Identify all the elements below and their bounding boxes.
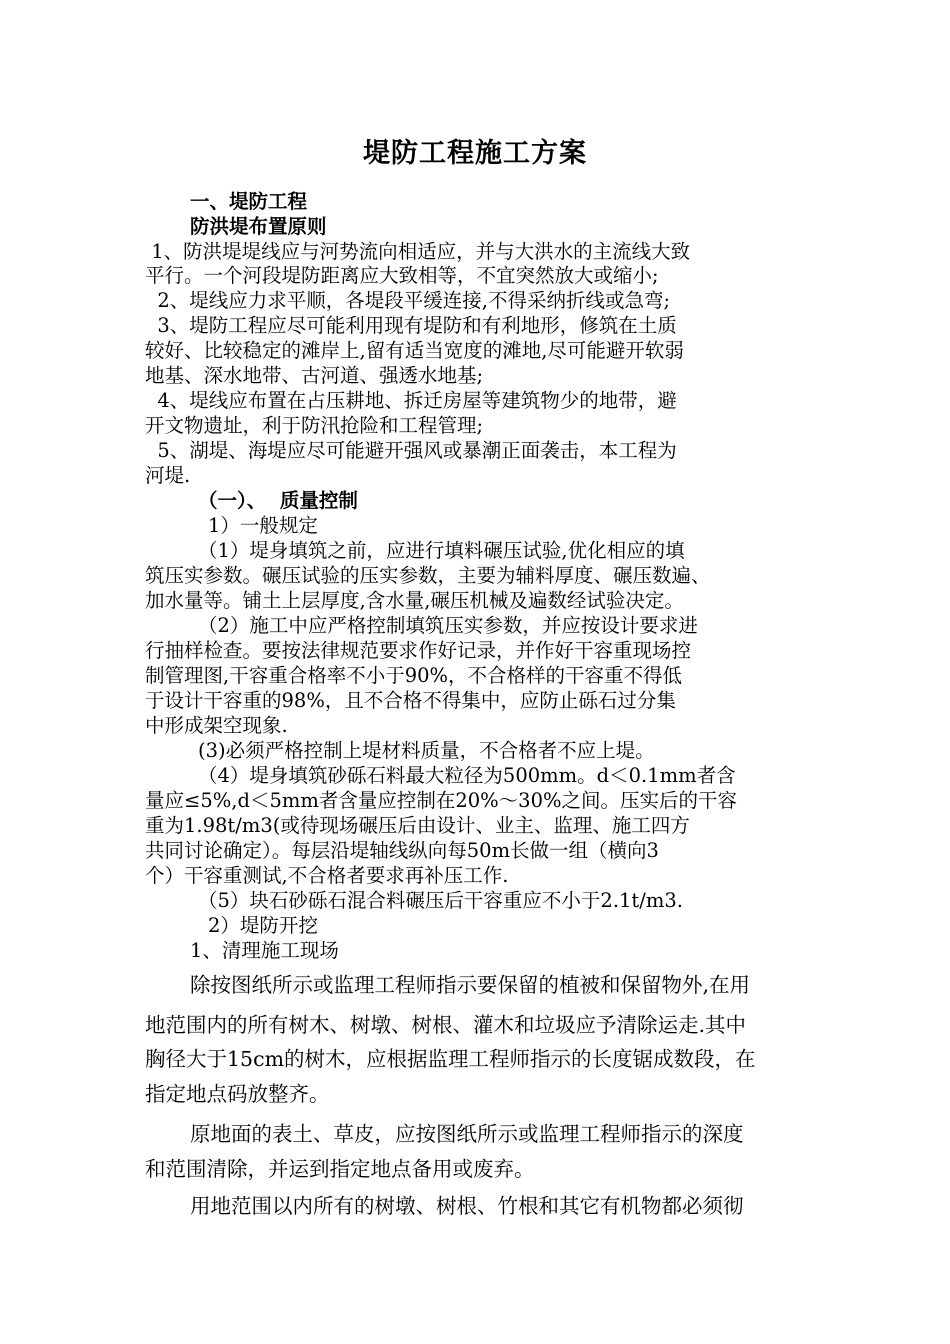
cleanup-line: 胸径大于15cm的树木，应根据监理工程师指示的长度锯成数段，在 — [145, 1047, 756, 1071]
principle-line: 1、防洪堤堤线应与河势流向相适应，并与大洪水的主流线大致 — [145, 240, 691, 263]
principle-line: 河堤. — [145, 464, 191, 487]
quality-line: (3)必须严格控制上堤材料质量，不合格者不应上堤。 — [198, 739, 655, 762]
principle-line: 2、堤线应力求平顺，各堤段平缓连接,不得采纳折线或急弯; — [145, 289, 671, 312]
quality-line: 制管理图,干容重合格率不小于90%，不合格样的干容重不得低 — [145, 664, 683, 687]
quality-line: 筑压实参数。碾压试验的压实参数，主要为辅料厚度、碾压数遍、 — [145, 564, 711, 587]
principle-line: 5、湖堤、海堤应尽可能避开强风或暴潮正面袭击，本工程为 — [145, 439, 677, 462]
document-title: 堤防工程施工方案 — [363, 138, 587, 169]
principle-line: 4、堤线应布置在占压耕地、拆迁房屋等建筑物少的地带，避 — [145, 389, 677, 412]
quality-line: 中形成架空现象. — [145, 714, 288, 737]
excavation-heading: 2）堤防开挖 — [208, 914, 318, 937]
quality-line: 行抽样检查。要按法律规范要求作好记录，并作好干容重现场控 — [145, 639, 692, 662]
section-heading-levee: 一、堤防工程 — [190, 190, 308, 213]
subheading-layout-principles: 防洪堤布置原则 — [190, 215, 327, 238]
quality-line: （4）堤身填筑砂砾石料最大粒径为500mm。d＜0.1mm者含 — [198, 764, 736, 787]
cleanup-line: 原地面的表土、草皮，应按图纸所示或监理工程师指示的深度 — [190, 1122, 744, 1146]
section-heading-quality: （一）、 质量控制 — [198, 489, 358, 512]
principle-line: 地基、深水地带、古河道、强透水地基; — [145, 364, 484, 387]
cleanup-line: 除按图纸所示或监理工程师指示要保留的植被和保留物外,在用 — [190, 973, 751, 997]
principle-line: 开文物遗址，利于防汛抢险和工程管理; — [145, 414, 484, 437]
general-provisions-heading: 1）一般规定 — [208, 514, 318, 537]
principle-line: 较好、比较稳定的滩岸上,留有适当宽度的滩地,尽可能避开软弱 — [145, 339, 684, 362]
quality-line: （2）施工中应严格控制填筑压实参数，并应按设计要求进 — [198, 614, 698, 637]
quality-line: 加水量等。铺土上层厚度,含水量,碾压机械及遍数经试验决定。 — [145, 589, 684, 612]
quality-line: 重为1.98t/m3(或待现场碾压后由设计、业主、监理、施工四方 — [145, 814, 690, 837]
quality-line: 共同讨论确定）。每层沿堤轴线纵向每50m长做一组（横向3 — [145, 839, 659, 862]
quality-line: （1）堤身填筑之前，应进行填料碾压试验,优化相应的填 — [198, 539, 685, 562]
cleanup-line: 地范围内的所有树木、树墩、树根、灌木和垃圾应予清除运走.其中 — [145, 1013, 747, 1037]
cleanup-line: 和范围清除，并运到指定地点备用或废弃。 — [145, 1157, 535, 1181]
quality-line: 个）干容重测试,不合格者要求再补压工作. — [145, 864, 509, 887]
principle-line: 平行。一个河段堤防距离应大致相等，不宜突然放大或缩小; — [145, 264, 659, 287]
quality-line: 于设计干容重的98%，且不合格不得集中，应防止砾石过分集 — [145, 689, 676, 712]
principle-line: 3、堤防工程应尽可能利用现有堤防和有利地形，修筑在土质 — [145, 314, 677, 337]
quality-line: 量应≤5%,d＜5mm者含量应控制在20%～30%之间。压实后的干容 — [145, 789, 738, 812]
cleanup-heading: 1、清理施工现场 — [190, 939, 339, 962]
cleanup-line: 指定地点码放整齐。 — [145, 1082, 330, 1106]
quality-line: （5）块石砂砾石混合料碾压后干容重应不小于2.1t/m3. — [198, 889, 683, 912]
cleanup-line: 用地范围以内所有的树墩、树根、竹根和其它有机物都必须彻 — [190, 1194, 744, 1218]
